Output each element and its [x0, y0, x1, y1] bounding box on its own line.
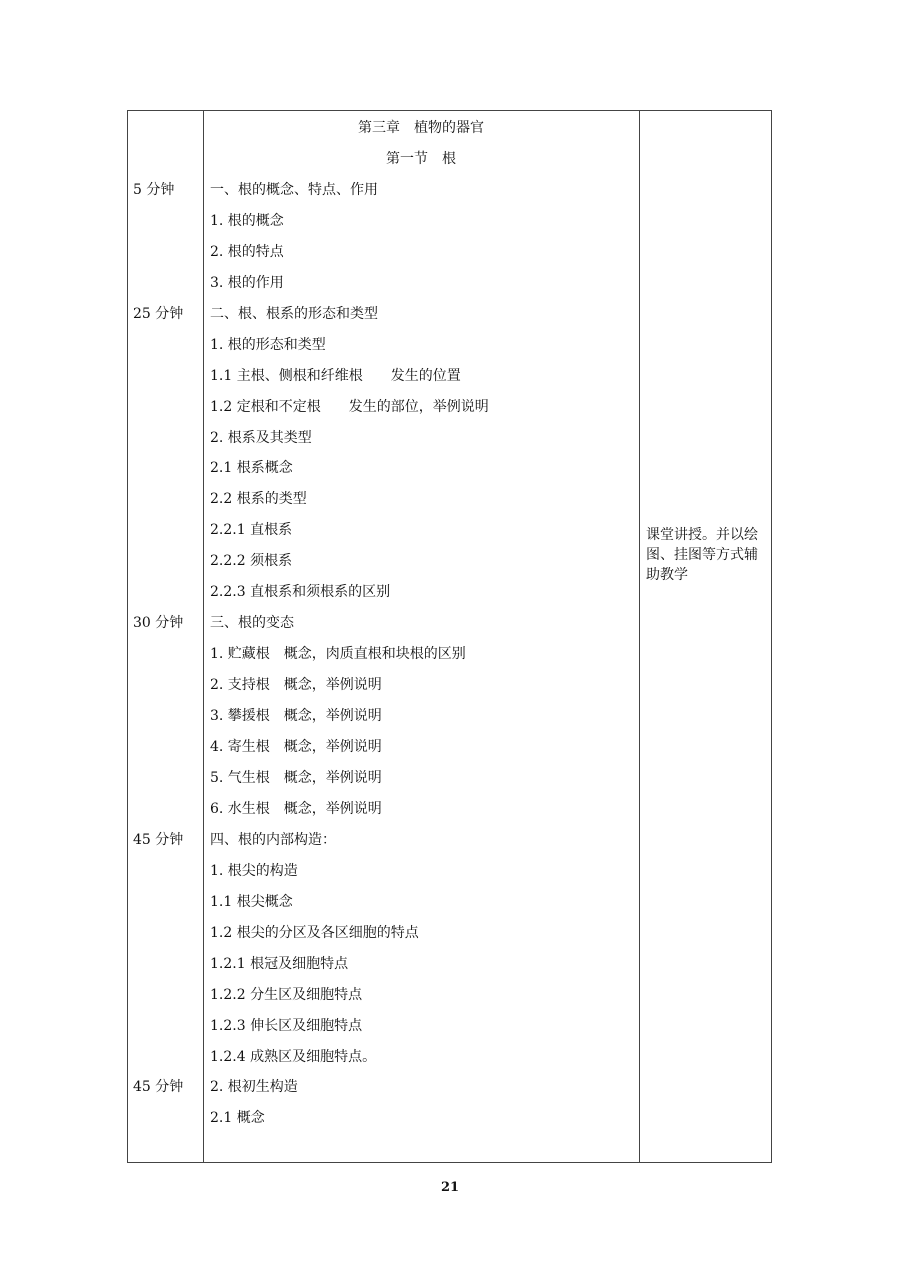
content-cell: 4. 寄生根 概念，举例说明 [210, 739, 382, 755]
table-row [128, 268, 771, 299]
table-row [128, 1103, 771, 1134]
content-cell: 2.2.1 直根系 [210, 522, 293, 539]
table-row [128, 887, 771, 918]
content-cell: 四、根的内部构造： [210, 831, 336, 848]
content-cell: 2. 根初生构造 [210, 1079, 298, 1096]
content-cell: 3. 攀援根 概念，举例说明 [210, 708, 382, 725]
table-row [128, 670, 771, 701]
content-cell: 2.1 根系概念 [210, 460, 293, 477]
content-cell: 3. 根的作用 [210, 274, 284, 291]
content-cell: 2. 根系及其类型 [210, 429, 312, 446]
table-row [128, 608, 771, 639]
table-row [128, 856, 771, 887]
table-row [128, 639, 771, 670]
table-row [128, 423, 771, 454]
content-cell: 1. 贮藏根 概念，肉质直根和块根的区别 [210, 646, 466, 663]
table-row [128, 949, 771, 980]
table-row [128, 763, 771, 794]
content-cell: 2.2.2 须根系 [210, 553, 293, 570]
content-cell: 1.1 根尖概念 [210, 893, 293, 910]
content-cell: 二、根、根系的形态和类型 [210, 305, 378, 322]
content-cell: 1.2.3 伸长区及细胞特点 [210, 1017, 363, 1034]
table-row [128, 1072, 771, 1103]
table-row [128, 237, 771, 268]
content-cell: 1.2 定根和不定根 发生的部位，举例说明 [210, 398, 489, 415]
table-row [128, 732, 771, 763]
table-row [128, 361, 771, 392]
table-row [128, 144, 771, 175]
content-cell: 6. 水生根 概念，举例说明 [210, 800, 382, 817]
table-row [128, 825, 771, 856]
content-cell: 1.2.1 根冠及细胞特点 [210, 955, 349, 972]
time-cell: 25 分钟 [133, 305, 184, 322]
table-row [128, 453, 771, 484]
table-row [128, 330, 771, 361]
content-cell: 1.2.2 分生区及细胞特点 [210, 986, 363, 1003]
table-row [128, 794, 771, 825]
time-cell: 5 分钟 [133, 181, 175, 198]
content-cell: 1. 根尖的构造 [210, 862, 298, 879]
content-cell: 1. 根的概念 [210, 212, 284, 229]
table-row [128, 484, 771, 515]
time-cell: 30 分钟 [133, 615, 184, 632]
content-cell: 1. 根的形态和类型 [210, 336, 326, 353]
content-cell: 1.1 主根、侧根和纤维根 发生的位置 [210, 367, 461, 384]
table-row [128, 175, 771, 206]
content-cell: 5. 气生根 概念，举例说明 [210, 769, 382, 786]
table-row [128, 299, 771, 330]
table-row [128, 1011, 771, 1042]
lesson-plan-table [127, 110, 772, 1163]
table-row [128, 392, 771, 423]
teaching-method-cell: 课堂讲授。并以绘图、挂图等方式辅助教学 [646, 527, 758, 583]
content-cell: 1.2 根尖的分区及各区细胞的特点 [210, 924, 419, 941]
content-cell: 2. 根的特点 [210, 243, 284, 260]
page-number: 21 [440, 1180, 460, 1195]
table-row [128, 1042, 771, 1073]
table-row [128, 701, 771, 732]
content-cell: 2.1 概念 [210, 1110, 265, 1127]
content-cell: 1.2.4 成熟区及细胞特点。 [210, 1048, 377, 1065]
content-cell: 2.2 根系的类型 [210, 491, 307, 508]
content-cell: 第三章 植物的器官 [358, 120, 484, 136]
content-cell: 2. 支持根 概念，举例说明 [210, 677, 382, 694]
time-cell: 45 分钟 [133, 831, 184, 848]
content-cell: 2.2.3 直根系和须根系的区别 [210, 584, 391, 601]
content-cell: 第一节 根 [386, 150, 456, 167]
table-row [128, 113, 771, 144]
table-row [128, 918, 771, 949]
table-row [128, 206, 771, 237]
table-row [128, 980, 771, 1011]
content-cell: 三、根的变态 [210, 615, 294, 632]
time-cell: 45 分钟 [133, 1079, 184, 1096]
content-cell: 一、根的概念、特点、作用 [210, 181, 378, 198]
